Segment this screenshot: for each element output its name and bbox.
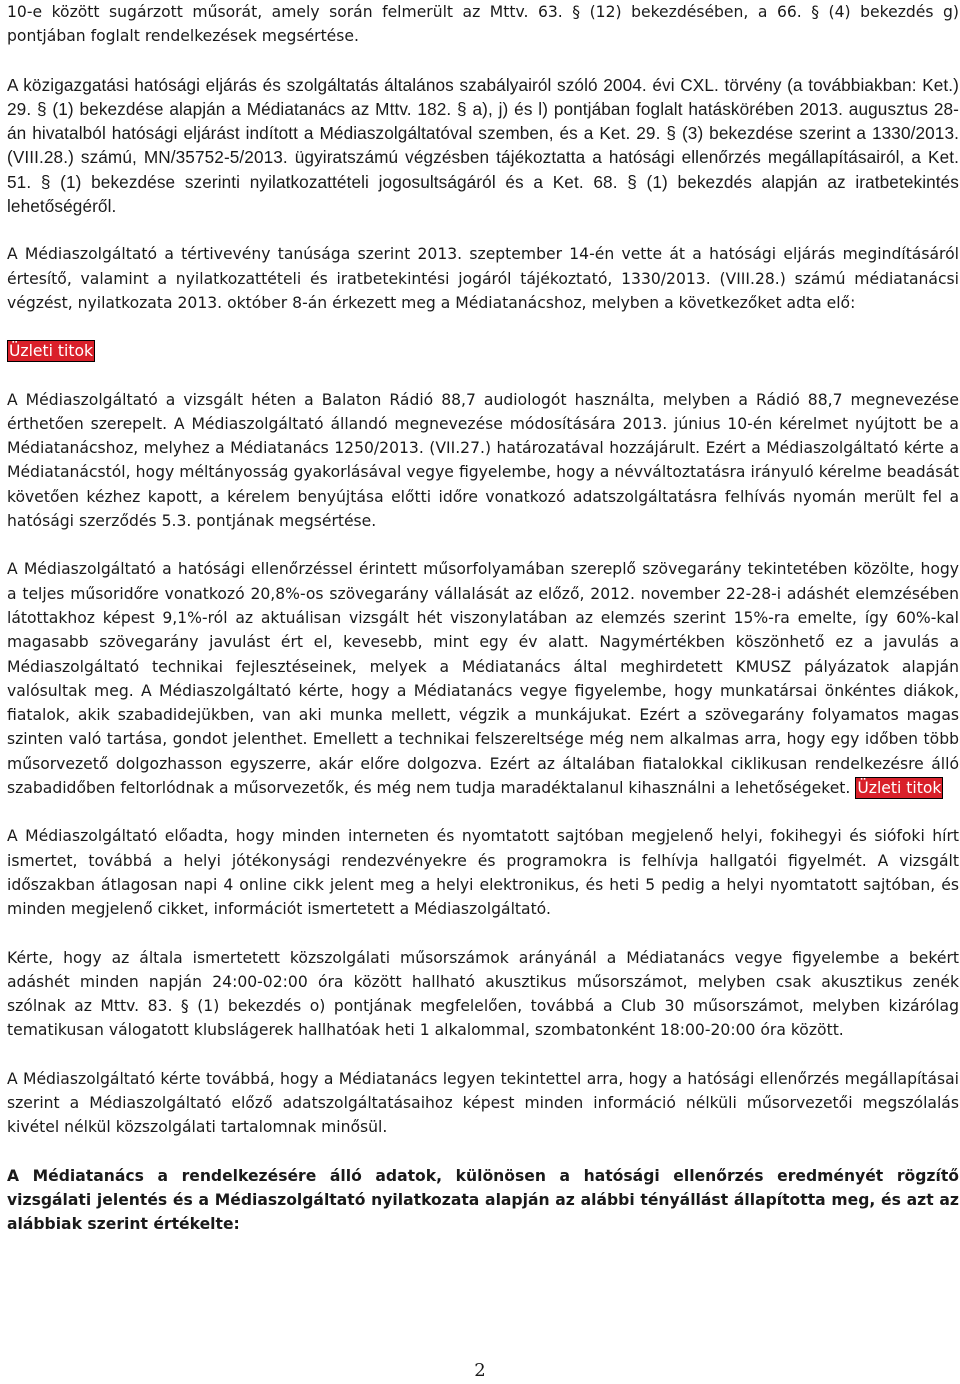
paragraph-findings-heading: A Médiatanács a rendelkezésére álló adatok, különösen a hatósági ellenőrzés eredményét rögzítő vizsgálati jelentés és a Médiaszolgáltató nyilatkozata alapján az alábbi tényállást állapította meg, és azt az alábbiak szerint értékelte: [7, 1166, 959, 1234]
redacted-business-secret: Üzleti titok [9, 342, 94, 361]
paragraph-notification: A Médiaszolgáltató a tértivevény tanúsága szerint 2013. szeptember 14-én vette át a hatósági eljárás megindításáról értesítő, valamint a nyilatkozattételi és iratbetekintési jogáról tájékoztató, 1330/2013. (VIII.28.) számú médiatanácsi végzést, nyilatkozata 2013. október 8-án érkezett meg a Médiatanácshoz, melyben a következőket adta elő: [7, 245, 959, 312]
redacted-business-secret-inline: Üzleti titok [857, 779, 942, 798]
paragraph-procedure: A közigazgatási hatósági eljárás és szolgáltatás általános szabályairól szóló 2004. évi CXL. törvény (a továbbiakban: Ket.) 29. § (1) bekezdése alapján a Médiatanács az Mttv. 182. § a), j) és l) pontjában foglalt hatáskörében 2013. augusztus 28-án hivatalból hatósági eljárást indított a Médiaszolgáltatóval szemben, és a Ket. 29. § (3) bekezdése szerint a 1330/2013. (VIII.28.) számú, MN/35752-5/2013. ügyiratszámú végzésben tájékoztatta a hatósági ellenőrzés megállapításairól, a Ket. 51. § (1) bekezdése szerinti nyilatkozattételi jogosultságáról és a Ket. 68. § (1) bekezdés alapján az iratbetekintés lehetőségéről. [7, 74, 959, 217]
paragraph-intro-continuation: 10-e között sugárzott műsorát, amely során felmerült az Mttv. 63. § (12) bekezdésében, a 66. § (4) bekezdés g) pontjában foglalt rendelkezések megsértése. [7, 3, 959, 46]
paragraph-request: A Médiaszolgáltató kérte továbbá, hogy a Médiatanács legyen tekintettel arra, hogy a hatósági ellenőrzés megállapításai szerint a Médiaszolgáltató előző adatszolgáltatásaihoz képest minden információ nélküli műsorvezetői megszólalás kivétel nélkül közszolgálati tartalomnak minősül. [7, 1069, 959, 1137]
paragraph-local-news: A Médiaszolgáltató előadta, hogy minden interneten és nyomtatott sajtóban megjelenő helyi, fokihegyi és siófoki hírt ismertet, továbbá a helyi jótékonysági rendezvényekre és programokra is felhívja hallgatói figyelmét. A vizsgált időszakban átlagosan napi 4 online cikk jelent meg a helyi elektronikus, és heti 5 pedig a helyi nyomtatott sajtóban, és minden megjelenő cikket, információt ismertetett a Médiaszolgáltató. [7, 827, 959, 919]
paragraph-text-ratio: A Médiaszolgáltató a hatósági ellenőrzéssel érintett műsorfolyamában szereplő szövegarány tekintetében közölte, hogy a teljes műsoridőre vonatkozó 20,8%-os szövegarány vállalását az előző, 2012. november 22-28-i adáshét elemzésében látottakhoz képest 9,1%-ról az aktuálisan vizsgált hét viszonylatában az elemzés szerint 15%-ra emelte, így 60%-kal magasabb szövegarány javulást ért el, kevesebb, mint egy év alatt. Nagymértékben köszönhető ez a javulás a Médiaszolgáltató technikai fejlesztéseinek, melyek a Médiatanács által meghirdetett KMUSZ pályázatok alapján valósultak meg. A Médiaszolgáltató kérte, hogy a Médiatanács vegye figyelembe, hogy munkatársai önkéntes diákok, fiatalok, akik szabadidejükben, van aki munka mellett, végzik a munkájukat. Ezért a szövegarány folyamatos magas szinten való tartása, gondot jelenthet. Emellett a technikai felszereltsége még nem alkalmas arra, hogy egy időben több műsorvezető dolgozhasson egyszerre, akár előre dolgozva. Ezért az általában fiatalokkal ciklikusan rendelkezésre álló szabadidőben feltorlódnak a műsorvezetők, és még nem tudja maradéktalanul kihasználni a lehetőségeket. Üzleti titok [7, 560, 959, 798]
page-number: 2 [474, 1360, 486, 1381]
document-body [7, 0, 959, 1236]
paragraph-audiologo: A Médiaszolgáltató a vizsgált héten a Balaton Rádió 88,7 audiologót használta, melyben a Rádió 88,7 megnevezése érthetően szerepelt. A Médiaszolgáltató állandó megnevezése módosítására 2013. június 10-én kérelmet nyújtott be a Médiatanácshoz, melyhez a Médiatanács 1250/2013. (VII.27.) határozatával hozzájárult. Ezért a Médiaszolgáltató kérte a Médiatanácstól, hogy méltányosság gyakorlásával vegye figyelembe, hogy a névváltoztatásra irányuló kérelme beadását követően kézhez kapott, a kérelem benyújtása előtti időre vonatkozó adatszolgáltatásra felhívás nyomán merült fel a hatósági szerződés 5.3. pontjának megsértése. [7, 390, 959, 531]
paragraph-public-service: Kérte, hogy az általa ismertetett közszolgálati műsorszámok arányánál a Médiatanács vegye figyelembe a bekért adáshét minden napján 24:00-02:00 óra között hallható akusztikus műsorszámot, melyben csak akusztikus zenék szólnak az Mttv. 83. § (1) bekezdés o) pontjának megfelelően, továbbá a Club 30 műsorszámot, melyben kizárólag tematikusan válogatott klubslágerek hallhatóak heti 1 alkalommal, szombatonként 18:00-20:00 óra között. [7, 948, 959, 1040]
redaction-block [7, 339, 959, 363]
